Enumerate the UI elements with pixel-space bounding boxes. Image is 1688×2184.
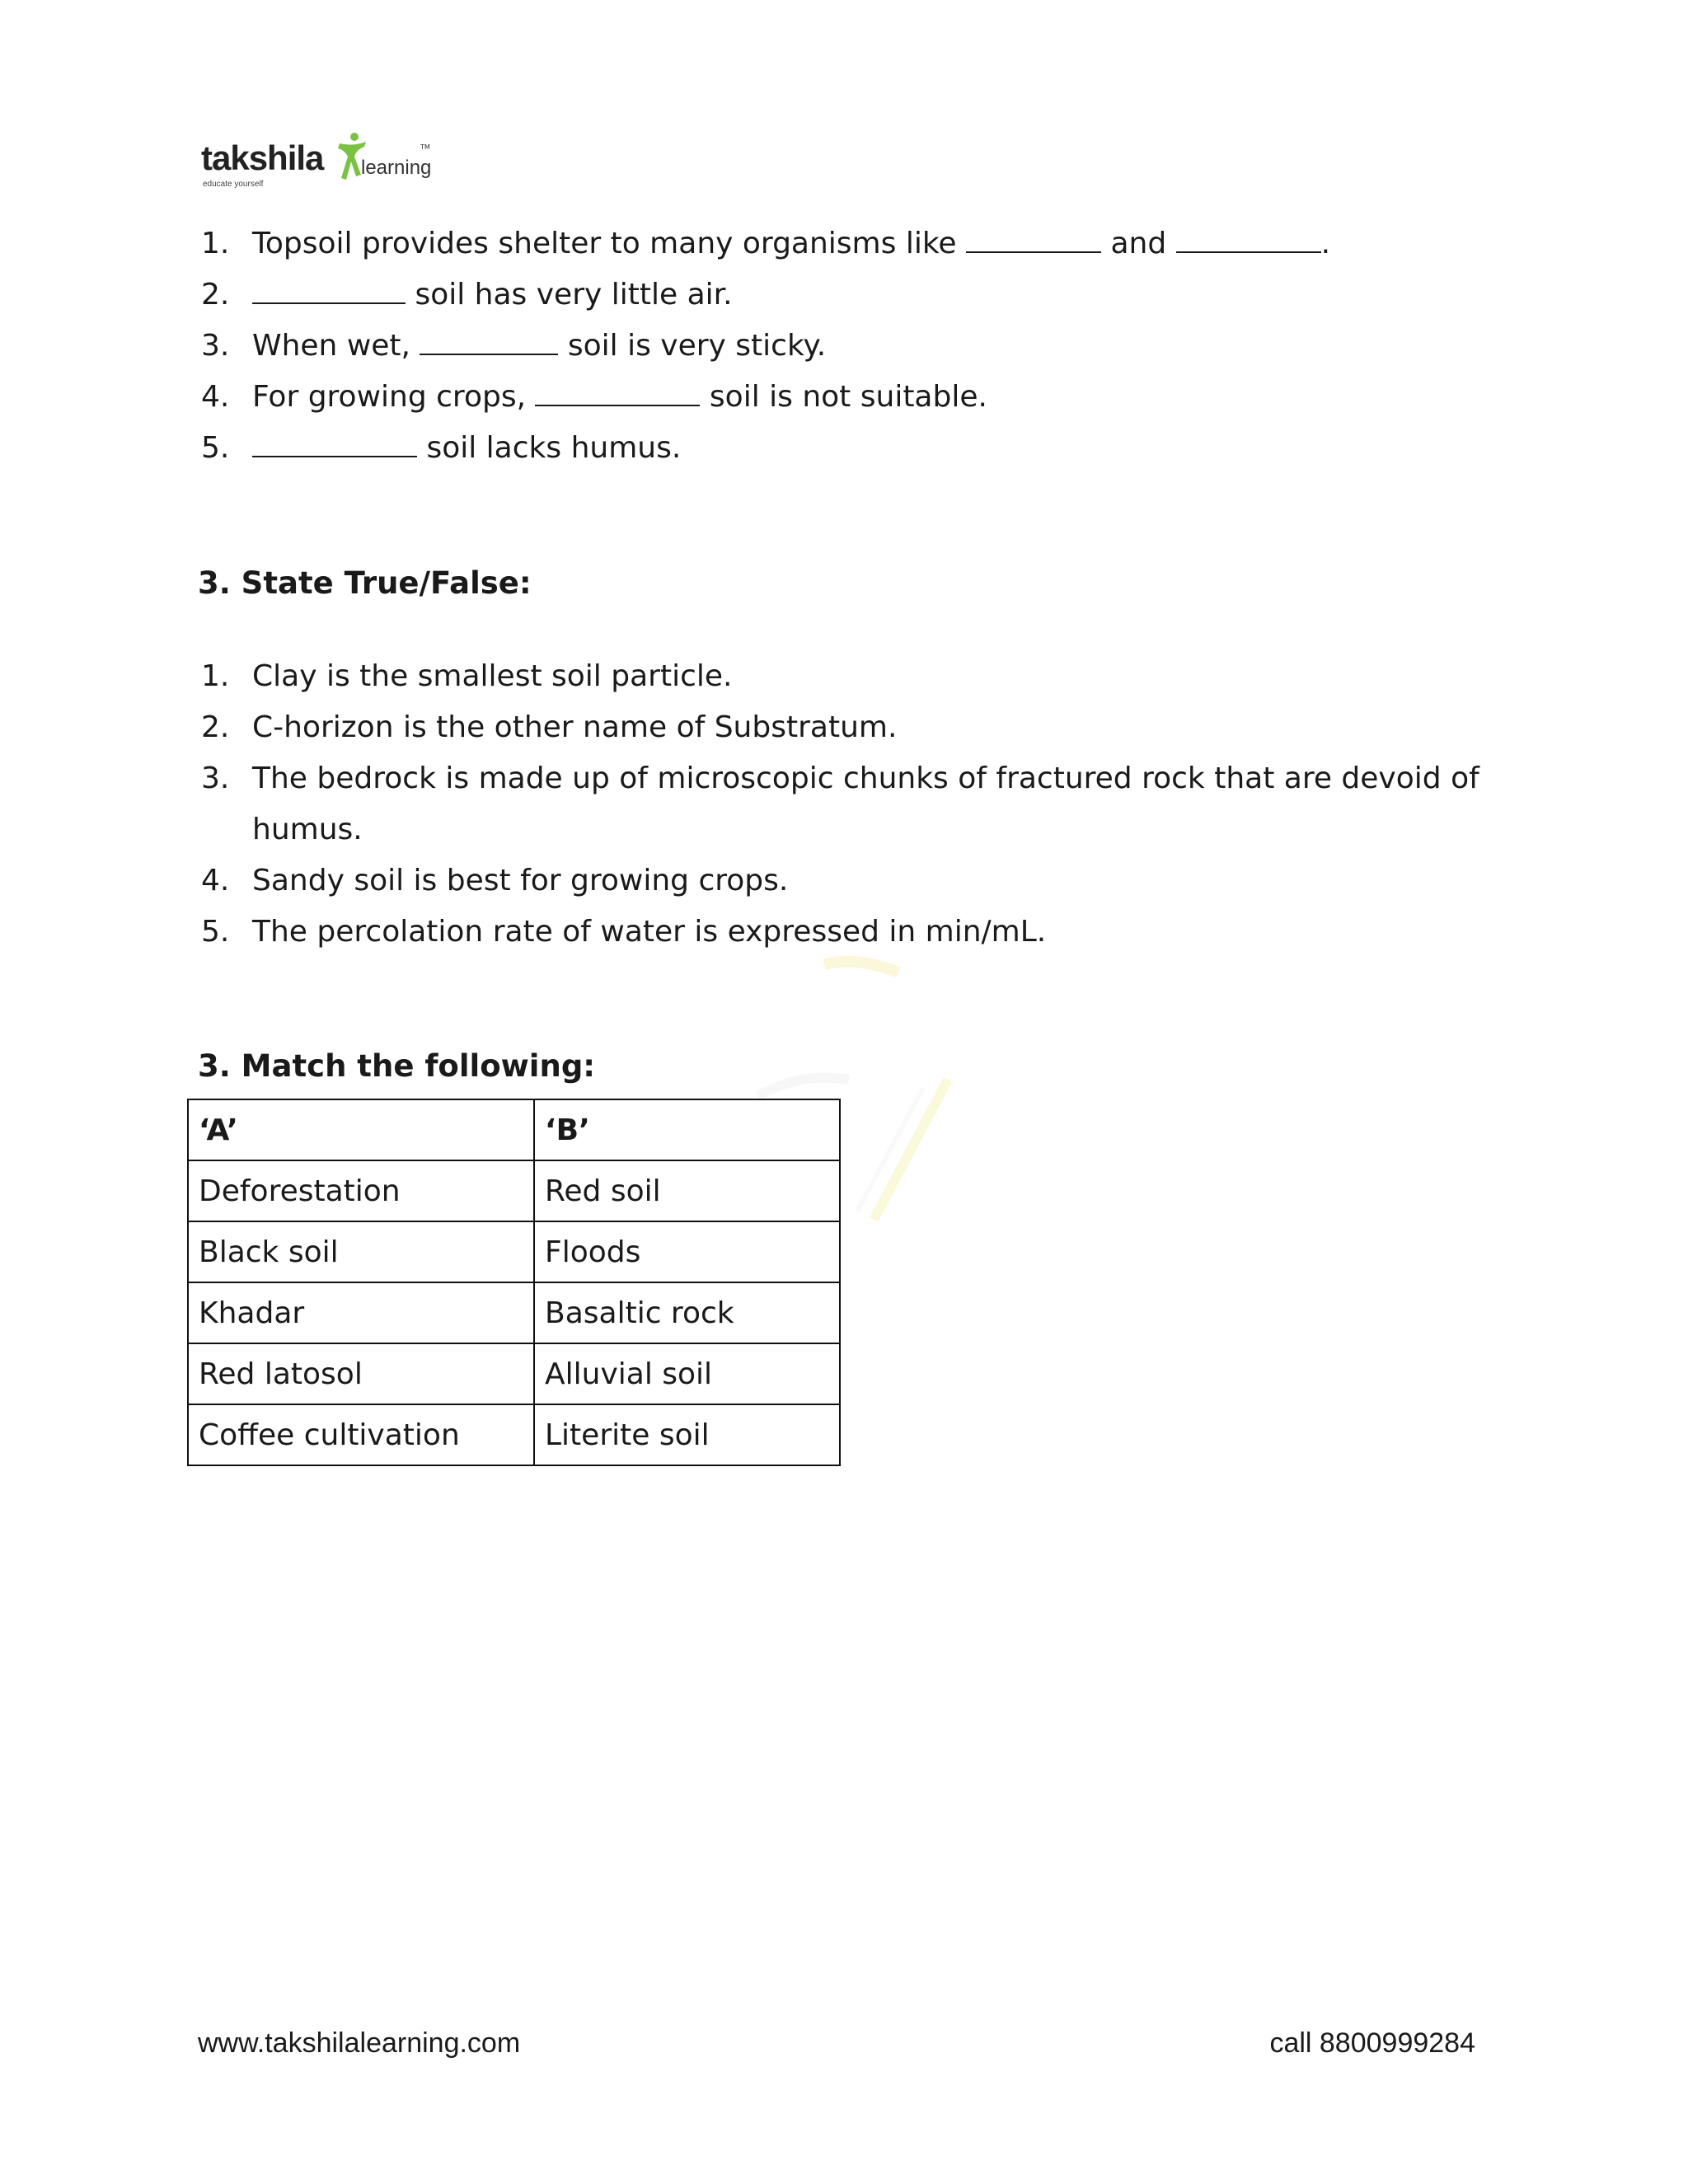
cell-b: Red soil	[534, 1160, 840, 1221]
list-item: 1. Clay is the smallest soil particle.	[201, 659, 733, 693]
table-row	[188, 1343, 840, 1404]
cell-a: Khadar	[188, 1282, 534, 1343]
logo-word-learning: learning	[361, 157, 432, 179]
logo-tagline: educate yourself	[203, 180, 264, 189]
column-b-header: ‘B’	[534, 1099, 840, 1160]
footer-website: www.takshilalearning.com	[198, 2027, 521, 2059]
match-heading: 3. Match the following:	[198, 1048, 596, 1084]
footer-phone: call 8800999284	[1269, 2027, 1475, 2059]
table-row	[188, 1160, 840, 1221]
answer-blank[interactable]	[252, 278, 406, 304]
true-false-list	[198, 651, 1500, 958]
cell-b: Basaltic rock	[534, 1282, 840, 1343]
cell-b: Floods	[534, 1221, 840, 1282]
list-item: 2. soil has very little air.	[201, 278, 733, 312]
true-false-heading: 3. State True/False:	[198, 565, 532, 601]
answer-blank[interactable]	[252, 431, 417, 457]
table-row	[188, 1221, 840, 1282]
cell-b: Literite soil	[534, 1404, 840, 1465]
list-item: 4. For growing crops, soil is not suitable.	[201, 380, 987, 414]
cell-a: Coffee cultivation	[188, 1404, 534, 1465]
list-item: 5. soil lacks humus.	[201, 431, 682, 465]
list-item: 4. Sandy soil is best for growing crops.	[201, 864, 789, 898]
match-table	[187, 1099, 841, 1466]
column-a-header: ‘A’	[188, 1099, 534, 1160]
cell-a: Black soil	[188, 1221, 534, 1282]
table-row	[188, 1282, 840, 1343]
fill-blanks-list	[198, 218, 1330, 474]
list-item: 1. Topsoil provides shelter to many organisms like and .	[201, 227, 1331, 260]
table-row	[188, 1404, 840, 1465]
answer-blank[interactable]	[1176, 227, 1321, 253]
logo-word: takshila	[201, 138, 324, 177]
answer-blank[interactable]	[966, 227, 1101, 253]
answer-blank[interactable]	[420, 329, 558, 355]
cell-a: Deforestation	[188, 1160, 534, 1221]
answer-blank[interactable]	[535, 380, 700, 406]
list-item: 2. C-horizon is the other name of Substratum.	[201, 710, 898, 744]
cell-a: Red latosol	[188, 1343, 534, 1404]
table-header-row	[188, 1099, 840, 1160]
list-item: 5. The percolation rate of water is expressed in min/mL.	[201, 915, 1047, 949]
logo-tm: TM	[420, 143, 430, 151]
list-item: 3. The bedrock is made up of microscopic chunks of fractured rock that are devoid of humus.	[201, 762, 1479, 846]
list-item: 3. When wet, soil is very sticky.	[201, 329, 827, 363]
cell-b: Alluvial soil	[534, 1343, 840, 1404]
takshila-logo	[198, 132, 445, 198]
